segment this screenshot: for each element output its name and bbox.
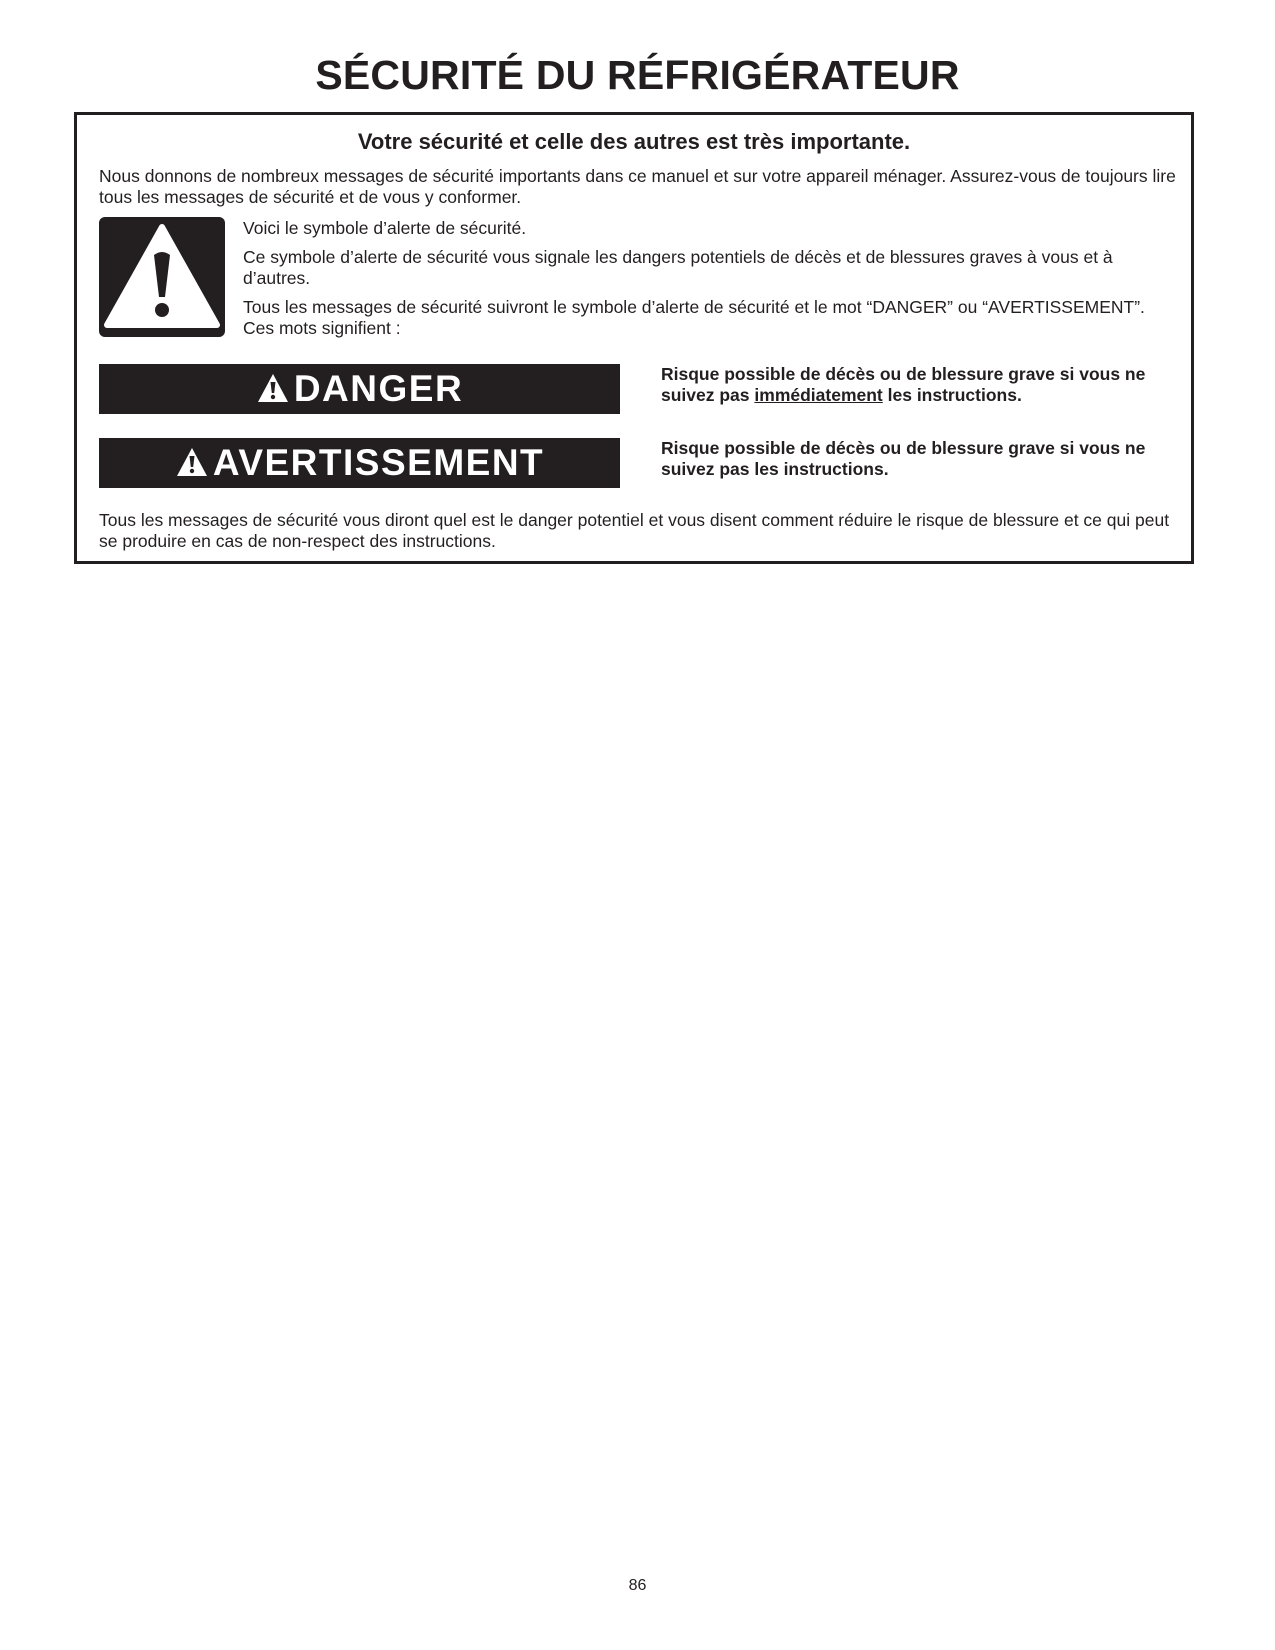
closing-paragraph: Tous les messages de sécurité vous diront quel est le danger potentiel et vous disent comment réduire le risque de blessure et ce qui peut se produire en cas de non-respect des instructions.	[99, 510, 1170, 551]
danger-desc-emphasis: immédiatement	[754, 385, 883, 405]
warning-triangle-icon	[256, 372, 290, 404]
danger-description	[661, 364, 1191, 406]
symbol-description-2: Ce symbole d’alerte de sécurité vous signale les dangers potentiels de décès et de blessures graves à vous et à d’autres.	[243, 247, 1113, 288]
danger-desc-text-end: les instructions.	[882, 385, 1022, 405]
danger-desc-text: Risque possible de décès ou de blessure grave si vous ne suivez pas	[661, 364, 1146, 405]
warning-triangle-icon	[175, 446, 209, 478]
page-number: 86	[628, 1577, 647, 1594]
warning-signal-banner	[99, 438, 620, 488]
danger-signal-banner	[99, 364, 620, 414]
warning-triangle-exclamation-icon	[99, 217, 225, 337]
symbol-description-1: Voici le symbole d’alerte de sécurité.	[243, 218, 527, 238]
page-title: SÉCURITÉ DU RÉFRIGÉRATEUR	[315, 52, 960, 98]
danger-label: DANGER	[293, 368, 464, 409]
warning-label: AVERTISSEMENT	[212, 442, 545, 483]
symbol-description-3: Tous les messages de sécurité suivront le symbole d’alerte de sécurité et le mot “DANGER” ou “AVERTISSEMENT”. Ces mots signifient :	[243, 297, 1145, 338]
safety-heading: Votre sécurité et celle des autres est très importante.	[357, 129, 911, 154]
intro-paragraph: Nous donnons de nombreux messages de sécurité importants dans ce manuel et sur votre appareil ménager. Assurez-vous de toujours lire tous les messages de sécurité et de vous y conformer.	[99, 166, 1176, 207]
warning-description: Risque possible de décès ou de blessure grave si vous ne suivez pas les instructions.	[661, 438, 1146, 479]
safety-notice-box	[74, 112, 1194, 564]
